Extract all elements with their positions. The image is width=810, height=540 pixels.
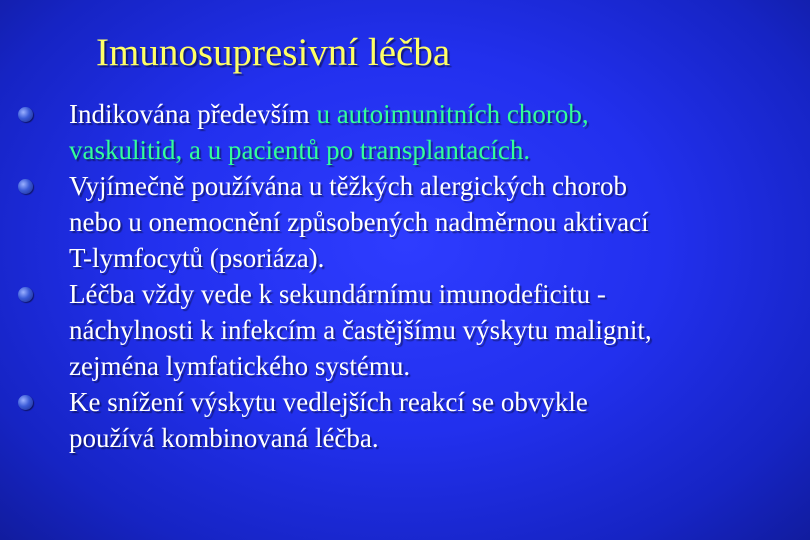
bullet-text-line: používá kombinovaná léčba. <box>69 423 379 453</box>
slide-title: Imunosupresivní léčba <box>96 31 451 74</box>
bullet-text-line: Vyjímečně používána u těžkých alergických chorob <box>69 171 628 201</box>
bullet-text-line: zejména lymfatického systému. <box>69 351 411 381</box>
bullet-text-line: Ke snížení výskytu vedlejších reakcí se obvykle <box>69 387 588 417</box>
bullet-list <box>18 96 798 456</box>
bullet-text-highlight: u autoimunitních chorob, <box>316 99 589 129</box>
bullet-text-segment: Indikována především <box>69 99 317 129</box>
bullet-dot-icon <box>18 179 33 194</box>
bullet-text-line <box>69 96 798 132</box>
bullet-item-exceptional-use <box>18 168 798 276</box>
bullet-text-line: Léčba vždy vede k sekundárnímu imunodeficitu - <box>69 279 606 309</box>
bullet-item-immunodeficiency <box>18 276 798 384</box>
bullet-item-indications <box>18 96 798 168</box>
bullet-dot-icon <box>18 287 33 302</box>
bullet-text-line: náchylnosti k infekcím a častějšímu výskytu malignit, <box>69 315 652 345</box>
bullet-dot-icon <box>18 107 33 122</box>
bullet-text-line: T-lymfocytů (psoriáza). <box>69 243 325 273</box>
bullet-dot-icon <box>18 395 33 410</box>
bullet-text-line: vaskulitid, a u pacientů po transplantacích. <box>69 135 531 165</box>
bullet-text-line: nebo u onemocnění způsobených nadměrnou aktivací <box>69 207 649 237</box>
bullet-item-combination-therapy <box>18 384 798 456</box>
